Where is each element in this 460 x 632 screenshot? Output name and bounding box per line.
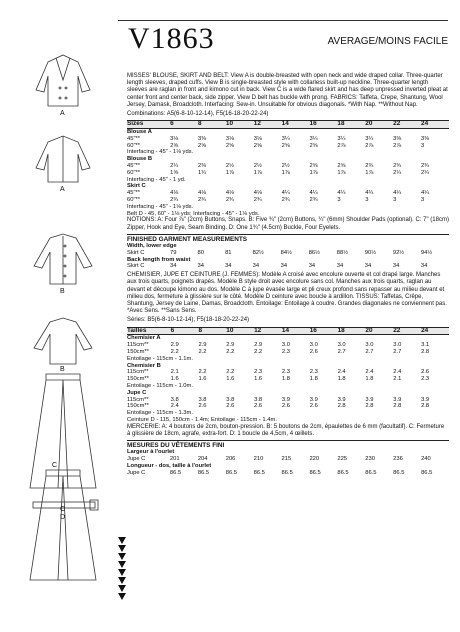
figure-label-b-back: B bbox=[60, 366, 65, 373]
table-cell: 2½ bbox=[281, 163, 290, 169]
table-cell: 45"** bbox=[127, 163, 141, 169]
table-cell: 4¼ bbox=[337, 190, 346, 197]
table-cell: 90½ bbox=[364, 249, 377, 256]
table-cell: Interfacing - 45" - 1 yd. bbox=[127, 176, 186, 183]
table-cell: 2¾ bbox=[253, 196, 262, 203]
skirt-c-back-icon bbox=[30, 470, 96, 580]
size-header-cell: 18 bbox=[338, 327, 366, 335]
english-combinations: Combinations: A5(6-8-10-12-14), F5(16-18-20-22-24) bbox=[127, 111, 269, 118]
table-cell: 2⅝ bbox=[253, 142, 262, 149]
table-cell: 2.4 bbox=[393, 369, 402, 376]
size-header-cell: 16 bbox=[310, 327, 338, 335]
table-cell: 2.1 bbox=[393, 376, 402, 383]
table-cell: 86.5 bbox=[337, 469, 349, 476]
table-cell: 2.3 bbox=[421, 376, 430, 383]
table-cell: 92½ bbox=[392, 249, 405, 256]
pattern-number: V1863 bbox=[128, 22, 215, 55]
table-cell: Jupe C bbox=[127, 469, 146, 476]
table-cell: 1.8 bbox=[365, 376, 374, 383]
skirt-c-front-icon bbox=[30, 374, 96, 488]
table-row bbox=[127, 397, 449, 404]
table-cell: 45"** bbox=[127, 135, 141, 142]
figure-label-c-back: C bbox=[60, 506, 66, 513]
table-cell: 2.6 bbox=[198, 403, 207, 410]
table-row bbox=[127, 129, 449, 136]
table-cell: 1.8 bbox=[337, 376, 346, 383]
table-cell: 3¼ bbox=[365, 135, 374, 142]
table-cell: Interfacing - 45" - 1⅛ yds. bbox=[127, 203, 194, 210]
table-cell: Blouse B bbox=[127, 156, 153, 163]
table-cell: 86.5 bbox=[309, 469, 321, 476]
table-cell: 3.0 bbox=[337, 342, 346, 349]
table-cell: 34 bbox=[225, 263, 232, 270]
table-cell: Chemisier A bbox=[127, 335, 161, 342]
size-header-cell: 6 bbox=[171, 327, 199, 335]
table-cell: Entoilage - 115cm - 1.0m. bbox=[127, 382, 193, 389]
table-cell: 88½ bbox=[336, 249, 349, 256]
table-cell: 2.8 bbox=[421, 348, 430, 355]
table-cell: 2⅝ bbox=[309, 142, 318, 149]
french-yardage-table bbox=[127, 327, 449, 424]
table-cell: 2¼ bbox=[170, 163, 179, 169]
table-cell: 3¼ bbox=[337, 135, 346, 142]
table-cell: 2¾ bbox=[421, 163, 430, 169]
figure-label-c-front: C bbox=[52, 462, 58, 469]
table-cell: 2⅝ bbox=[198, 142, 207, 149]
figure-label-a-back: A bbox=[60, 186, 65, 193]
table-cell: 201 bbox=[169, 456, 180, 463]
table-cell: 34 bbox=[392, 263, 400, 270]
table-row bbox=[127, 263, 449, 270]
table-cell: Skirt C bbox=[127, 263, 145, 270]
table-cell: 2.8 bbox=[337, 403, 346, 410]
table-cell: 3.9 bbox=[337, 396, 346, 403]
table-cell: 3⅛ bbox=[170, 135, 179, 142]
table-cell: 2.9 bbox=[226, 342, 235, 349]
french-finished-table bbox=[127, 449, 449, 476]
table-cell: 60"** bbox=[127, 196, 141, 203]
figure-label-b-front: B bbox=[60, 288, 65, 295]
table-cell: 2.2 bbox=[226, 369, 235, 376]
table-cell: 115cm** bbox=[127, 369, 149, 376]
table-row bbox=[127, 170, 449, 177]
table-cell: 2½ bbox=[253, 163, 262, 169]
table-cell: 220 bbox=[309, 456, 320, 463]
table-row bbox=[127, 410, 449, 417]
table-cell: 82½ bbox=[252, 249, 264, 256]
table-row bbox=[127, 250, 449, 257]
table-cell: 3.1 bbox=[421, 342, 430, 349]
table-cell: 3.0 bbox=[365, 342, 374, 349]
table-cell: 3¼ bbox=[309, 135, 318, 142]
table-row bbox=[127, 470, 449, 477]
table-cell: 86.5 bbox=[197, 469, 210, 476]
table-cell: 3⅜ bbox=[421, 135, 430, 142]
table-cell: 4¼ bbox=[421, 190, 430, 197]
table-cell: 34 bbox=[280, 263, 288, 270]
table-row bbox=[127, 197, 449, 204]
table-cell: 240 bbox=[421, 456, 431, 463]
table-cell: 2.8 bbox=[393, 403, 402, 410]
size-header-cell: 22 bbox=[393, 327, 421, 335]
table-cell: 2.2 bbox=[254, 348, 263, 355]
table-cell: 230 bbox=[365, 456, 375, 463]
table-cell: 3.0 bbox=[309, 342, 318, 349]
table-cell: 1⅞ bbox=[253, 169, 262, 176]
table-cell: 2.2 bbox=[226, 348, 235, 355]
table-row bbox=[127, 383, 449, 390]
table-cell: 1⅞ bbox=[309, 169, 318, 176]
table-row bbox=[127, 403, 449, 410]
table-cell: 4¼ bbox=[281, 190, 290, 197]
table-cell: 2⅜ bbox=[198, 163, 207, 169]
table-cell: 2⅝ bbox=[170, 142, 179, 149]
table-cell: 1.6 bbox=[170, 376, 179, 383]
table-cell: 2.9 bbox=[170, 342, 179, 349]
table-cell: 2¾ bbox=[365, 163, 374, 169]
table-cell: 3.9 bbox=[365, 396, 374, 403]
table-cell: 1¾ bbox=[198, 169, 207, 176]
english-finished-title: FINISHED GARMENT MEASUREMENTS bbox=[127, 234, 449, 243]
table-row bbox=[127, 390, 449, 397]
english-notions: NOTIONS: A: Four ⅞" (2cm) Buttons, Snaps. B: Five ¾" (2cm) Buttons, ¼" (6mm) Shoulder Pads (optional). C: 7" (18cm) Zipper, Hook and Eye, Seam Binding. D: One 1¾" (4.5cm) Buckle, Four Eyelets. bbox=[127, 217, 449, 231]
french-mercerie: MERCERIE: A: 4 boutons de 2cm, bouton-pression. B: 5 boutons de 2cm, épaulettes de 6 mm (facultatif). C: Fermeture à glissière de 18cm, agrafe, extra-fort. D: 1 boucle de 4,5cm, 4 œillets. bbox=[127, 423, 445, 437]
size-header-cell: 10 bbox=[226, 121, 254, 129]
table-cell: 150cm** bbox=[127, 376, 149, 383]
table-cell: 2.9 bbox=[254, 342, 263, 349]
table-cell: 86.5 bbox=[281, 469, 293, 476]
table-cell: 2.3 bbox=[254, 369, 263, 376]
table-cell: 150cm** bbox=[127, 403, 149, 410]
table-cell: 2¾ bbox=[393, 163, 402, 169]
table-cell: 1.8 bbox=[281, 376, 290, 383]
table-cell: 3⅜ bbox=[393, 135, 402, 142]
table-cell: 2¾ bbox=[309, 196, 318, 203]
belt-d-icon bbox=[33, 500, 98, 510]
table-cell: 3.9 bbox=[309, 396, 318, 403]
symbol-triangle-icon bbox=[118, 561, 126, 568]
english-yardage-table bbox=[127, 120, 449, 217]
table-row bbox=[127, 156, 449, 163]
size-header-cell: 8 bbox=[198, 327, 226, 335]
french-series: Séries: B5(6-8-10-12-14), F5(18-18-20-22-24) bbox=[127, 317, 250, 324]
symbol-triangle-icon bbox=[118, 577, 126, 584]
table-cell: 3.8 bbox=[170, 396, 179, 403]
english-finished-table bbox=[127, 243, 449, 270]
size-header-cell: 12 bbox=[254, 327, 282, 335]
blouse-b-back-icon bbox=[34, 318, 92, 364]
symbol-triangle-icon bbox=[118, 569, 126, 576]
table-cell: 2.3 bbox=[281, 369, 290, 376]
table-cell: 3 bbox=[365, 196, 369, 203]
table-cell: 80 bbox=[197, 249, 204, 256]
size-header-cell: Sizes bbox=[127, 121, 170, 129]
table-cell: 3.9 bbox=[393, 396, 402, 403]
table-cell: 2.7 bbox=[365, 348, 374, 355]
table-row bbox=[127, 417, 449, 424]
table-cell: 2¾ bbox=[198, 196, 207, 203]
table-cell: Interfacing - 45" - 1⅛ yds. bbox=[127, 149, 194, 156]
illustrations-column bbox=[8, 40, 118, 620]
size-header-cell: 16 bbox=[310, 121, 338, 129]
table-cell: 1.8 bbox=[309, 376, 318, 383]
size-header-cell: 14 bbox=[282, 121, 310, 129]
table-cell: 2.8 bbox=[421, 403, 430, 410]
table-cell: 34 bbox=[420, 263, 428, 270]
table-cell: 2.2 bbox=[198, 369, 207, 376]
table-cell: 79 bbox=[170, 249, 177, 256]
table-cell: 3⅜ bbox=[198, 135, 207, 142]
table-cell: 1.6 bbox=[226, 376, 235, 383]
table-cell: 34 bbox=[308, 263, 316, 270]
table-row bbox=[127, 335, 449, 342]
size-header-cell: 20 bbox=[365, 121, 393, 129]
table-row bbox=[127, 177, 449, 184]
table-row bbox=[127, 183, 449, 190]
table-cell: 34 bbox=[170, 263, 177, 270]
table-row bbox=[127, 369, 449, 376]
table-cell: 2⅝ bbox=[309, 163, 318, 169]
table-row bbox=[127, 363, 449, 370]
size-header-cell: 20 bbox=[365, 327, 393, 335]
english-description: MISSES' BLOUSE, SKIRT AND BELT: View A is double-breasted with open neck and wide draped collar. Three-quarter length sleeves, draped cuffs. View B is single-breasted style with collarless built-up neckline. Three-quarter length sleeves are raglan in front and kimono cut in back. View C is a wide flared skirt and has deep unpressed inverted pleat at center front and center back, side zipper. View D belt has buckle with prong. FABRICS: Taffeta, Crepe, Shantung, Wool Jersey, Damask, Broadcloth. Interfacing: Sew-in. Unsuitable for obvious diagonals. *With Nap. **Without Nap. bbox=[127, 73, 448, 108]
table-cell: Back length from waist bbox=[127, 256, 191, 263]
table-cell: Chemisier B bbox=[127, 362, 161, 369]
table-cell: 2.4 bbox=[365, 369, 374, 376]
table-cell: Blouse A bbox=[127, 129, 152, 136]
table-cell: 3 bbox=[421, 196, 425, 203]
table-row bbox=[127, 449, 449, 456]
table-cell: 2.8 bbox=[365, 403, 374, 410]
table-cell: 34 bbox=[197, 263, 204, 270]
table-cell: 2.2 bbox=[170, 348, 179, 355]
table-cell: 115cm** bbox=[127, 342, 149, 349]
table-cell: 60"** bbox=[127, 142, 141, 149]
table-cell: 2.9 bbox=[198, 342, 207, 349]
table-cell: 84½ bbox=[280, 249, 292, 256]
table-cell: 2⅞ bbox=[337, 142, 346, 149]
table-cell: 3.9 bbox=[281, 396, 290, 403]
table-cell: Ceinture D - 115, 150cm - 1.4m; Entoilage - 115cm - 1.4m. bbox=[127, 416, 277, 423]
table-row bbox=[127, 456, 449, 463]
table-cell: 2⅞ bbox=[393, 142, 402, 149]
size-header-cell: 14 bbox=[282, 327, 310, 335]
table-cell: 3¼ bbox=[281, 135, 290, 142]
size-header-cell: 6 bbox=[170, 121, 198, 129]
size-header-cell: 24 bbox=[421, 327, 449, 335]
table-cell: 1.6 bbox=[198, 376, 207, 383]
table-row bbox=[127, 163, 449, 170]
table-cell: 2.4 bbox=[337, 369, 346, 376]
table-cell: 215 bbox=[281, 456, 292, 463]
table-row bbox=[127, 136, 449, 143]
table-cell: 86.5 bbox=[365, 469, 377, 476]
table-cell: 2.3 bbox=[309, 369, 318, 376]
header-rule bbox=[118, 20, 448, 21]
table-cell: 2¼ bbox=[393, 169, 402, 176]
table-cell: 34 bbox=[364, 263, 372, 270]
table-cell: 2⅝ bbox=[337, 163, 346, 169]
table-cell: 2.7 bbox=[393, 348, 402, 355]
table-cell: 86.5 bbox=[169, 469, 182, 476]
table-cell: 2.6 bbox=[281, 403, 290, 410]
table-row bbox=[127, 143, 449, 150]
table-cell: 2.1 bbox=[170, 369, 179, 376]
table-cell: 1⅞ bbox=[281, 169, 290, 176]
table-cell: 86½ bbox=[308, 249, 320, 256]
table-row bbox=[127, 463, 449, 470]
table-cell: 2.4 bbox=[170, 403, 179, 410]
table-row bbox=[127, 257, 449, 264]
table-cell: Skirt C bbox=[127, 183, 146, 190]
table-cell: 3 bbox=[421, 142, 425, 149]
table-cell: Skirt C bbox=[127, 249, 145, 256]
table-cell: 3⅛ bbox=[225, 135, 234, 142]
table-cell: 60"** bbox=[127, 169, 141, 176]
table-cell: 3 bbox=[337, 196, 341, 203]
table-cell: 2¼ bbox=[421, 169, 430, 176]
table-cell: Largeur à l'ourlet bbox=[127, 449, 175, 456]
table-cell: 45"** bbox=[127, 190, 141, 197]
table-cell: Jupe C bbox=[127, 456, 146, 463]
table-cell: 2⅞ bbox=[365, 142, 374, 149]
french-description: CHEMISIER, JUPE ET CEINTURE (J. FEMMES): Modèle A croisé avec encolure ouverte et col drapé large. Manches aux trois quarts, poignets drapés. Modèle B style droit avec encolure sans col. Manches aux trois quarts, raglan au devant et découpe kimono au dos. Modèle C à jupe évasée large et pli creux profond sans repasser au milieu devant et milieu dos, fermeture à glissière sur le côté. Modèle D ceinture avec boucle à ardillon. TISSUS: Taffetas, Crêpe, Shantung, Jersey de Laine, Damas, Broadcloth. Entoilage: Entoilage à coudre. Grandes diagonales ne conviennent pas. *Avec Sens. **Sans Sens. bbox=[127, 272, 447, 315]
instructions-content bbox=[127, 73, 449, 477]
french-finished-title: MESURES DU VÊTEMENTS FINI bbox=[127, 440, 449, 449]
table-cell: 2¾ bbox=[225, 196, 234, 203]
table-cell: Jupe C bbox=[127, 389, 147, 396]
garment-sketches bbox=[8, 40, 118, 620]
table-cell: 2¾ bbox=[281, 196, 290, 203]
symbol-triangle-icon bbox=[118, 593, 126, 600]
table-cell: 204 bbox=[197, 456, 208, 463]
table-cell: 86.5 bbox=[225, 469, 238, 476]
table-cell: 206 bbox=[225, 456, 236, 463]
table-cell: 2.2 bbox=[198, 348, 207, 355]
table-cell: 4⅛ bbox=[253, 190, 262, 197]
table-cell: 2¾ bbox=[170, 196, 179, 203]
table-row bbox=[127, 204, 449, 211]
difficulty-label: AVERAGE/MOINS FACILE bbox=[327, 36, 448, 47]
table-cell: 34 bbox=[252, 263, 260, 270]
table-cell: 2.7 bbox=[337, 348, 346, 355]
table-cell: 86.5 bbox=[253, 469, 265, 476]
table-cell: 4⅛ bbox=[225, 190, 234, 197]
header bbox=[128, 22, 448, 62]
table-cell: 86.5 bbox=[393, 469, 405, 476]
table-cell: 2.6 bbox=[421, 369, 430, 376]
table-cell: 150cm** bbox=[127, 348, 149, 355]
blouse-a-front-icon bbox=[36, 55, 90, 106]
table-cell: 2⅝ bbox=[225, 142, 234, 149]
figure-label-d: D bbox=[60, 514, 66, 521]
size-header-cell: 10 bbox=[226, 327, 254, 335]
table-cell: 2.3 bbox=[281, 348, 290, 355]
table-cell: 2.6 bbox=[254, 403, 263, 410]
table-cell: 4¼ bbox=[393, 190, 402, 197]
table-cell: 236 bbox=[393, 456, 403, 463]
table-cell: 4⅛ bbox=[198, 190, 207, 197]
size-header-cell: 24 bbox=[421, 121, 449, 129]
table-cell: 86.5 bbox=[421, 469, 433, 476]
size-header-row bbox=[127, 121, 449, 129]
table-cell: 3.0 bbox=[281, 342, 290, 349]
table-cell: Longueur - dos, taille à l'ourlet bbox=[127, 462, 212, 469]
table-cell: 1⅞ bbox=[337, 169, 346, 176]
table-cell: 3.8 bbox=[198, 396, 207, 403]
table-row bbox=[127, 243, 449, 250]
size-header-row bbox=[127, 327, 449, 335]
table-row bbox=[127, 211, 449, 218]
care-symbols bbox=[118, 537, 128, 601]
symbol-triangle-icon bbox=[118, 585, 126, 592]
table-cell: 2.6 bbox=[309, 348, 318, 355]
blouse-a-back-icon bbox=[36, 136, 90, 182]
table-cell: 225 bbox=[337, 456, 348, 463]
table-cell: 2½ bbox=[225, 163, 234, 169]
table-row bbox=[127, 190, 449, 197]
table-cell: Entoilage - 115cm - 1.1m. bbox=[127, 355, 193, 362]
table-cell: 1⅞ bbox=[225, 169, 234, 176]
table-cell: 2⅝ bbox=[281, 142, 290, 149]
table-cell: 210 bbox=[253, 456, 264, 463]
table-cell: 4⅛ bbox=[170, 190, 179, 197]
table-cell: 94½ bbox=[420, 249, 433, 256]
table-cell: 115cm** bbox=[127, 396, 149, 403]
table-cell: 34 bbox=[336, 263, 344, 270]
symbol-triangle-icon bbox=[118, 537, 126, 544]
symbol-triangle-icon bbox=[118, 553, 126, 560]
blouse-b-front-icon bbox=[34, 234, 92, 284]
figure-label-a-front: A bbox=[60, 110, 65, 117]
table-cell: 3.0 bbox=[393, 342, 402, 349]
table-cell: 81 bbox=[225, 249, 232, 256]
size-header-cell: 18 bbox=[337, 121, 365, 129]
table-cell: 2.6 bbox=[309, 403, 318, 410]
table-row bbox=[127, 356, 449, 363]
table-cell: 4¼ bbox=[309, 190, 318, 197]
table-cell: Width, lower edge bbox=[127, 242, 177, 249]
table-cell: 3.8 bbox=[254, 396, 263, 403]
table-cell: 1⅞ bbox=[365, 169, 374, 176]
table-cell: 1⅝ bbox=[170, 169, 179, 176]
size-header-cell: Tailles bbox=[127, 327, 171, 335]
table-row bbox=[127, 376, 449, 383]
table-cell: 3.9 bbox=[421, 396, 430, 403]
table-cell: 3 bbox=[393, 196, 397, 203]
size-header-cell: 22 bbox=[393, 121, 421, 129]
table-cell: 2.6 bbox=[226, 403, 235, 410]
table-cell: Entoilage - 115cm - 1.3m. bbox=[127, 410, 193, 417]
table-cell: 3.8 bbox=[226, 396, 235, 403]
table-row bbox=[127, 349, 449, 356]
table-row bbox=[127, 149, 449, 156]
table-cell: 3⅛ bbox=[253, 135, 262, 142]
size-header-cell: 8 bbox=[198, 121, 226, 129]
table-row bbox=[127, 342, 449, 349]
symbol-triangle-icon bbox=[118, 545, 126, 552]
table-cell: 1.6 bbox=[254, 376, 263, 383]
table-cell: 4¼ bbox=[365, 190, 374, 197]
table-cell: Belt D - 45, 60" - 1⅛ yds; Interfacing - 45" - 1⅛ yds. bbox=[127, 210, 260, 217]
size-header-cell: 12 bbox=[254, 121, 282, 129]
